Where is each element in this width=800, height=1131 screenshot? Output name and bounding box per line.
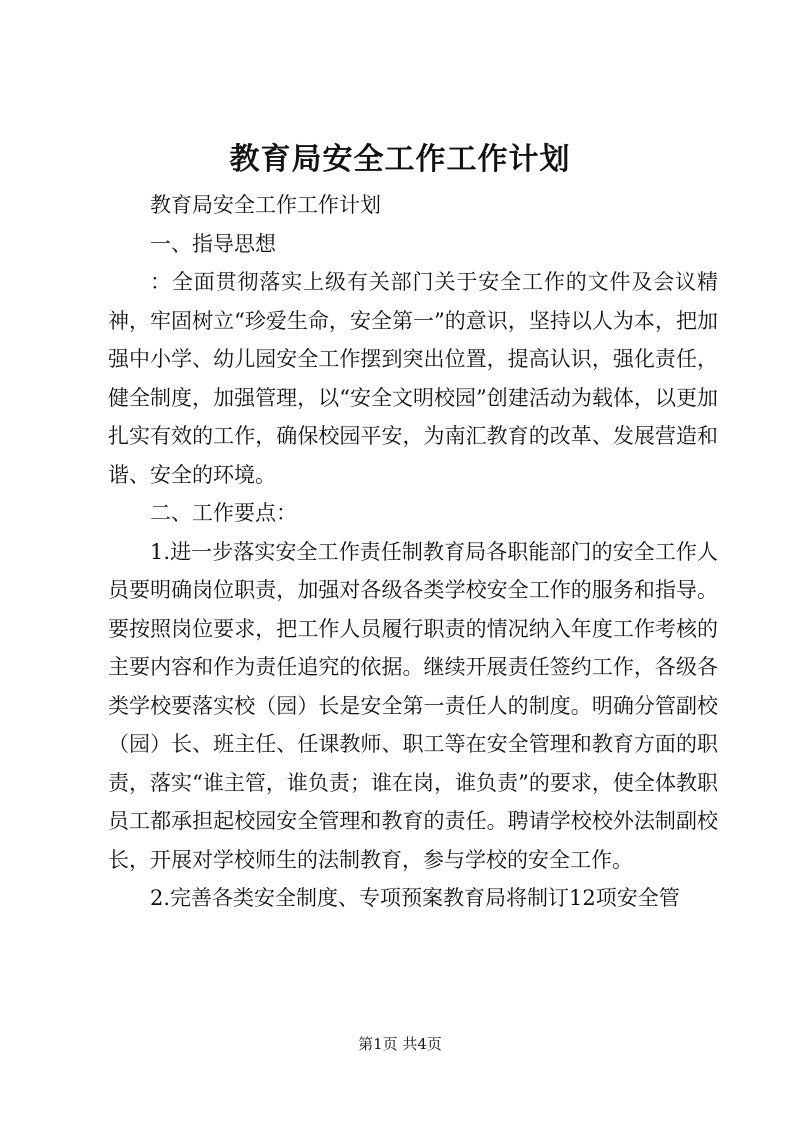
guiding-ideology-paragraph: ：全面贯彻落实上级有关部门关于安全工作的文件及会议精神，牢固树立“珍爱生命，安全第一”的意识，坚持以人为本，把加强中小学、幼儿园安全工作摆到突出位置，提高认识，强化责任，健全制度，加强管理，以“安全文明校园”创建活动为载体，以更加扎实有效的工作，确保校园平安，为南汇教育的改革、发展营造和谐、安全的环境。: [108, 270, 718, 487]
subtitle-paragraph: 教育局安全工作工作计划: [150, 193, 381, 217]
section-heading-work-points: 二、工作要点：: [150, 501, 297, 525]
section-heading-guiding-ideology: 一、指导思想: [150, 231, 276, 256]
work-point-2-paragraph: 2.完善各类安全制度、专项预案教育局将制订12项安全管: [150, 886, 680, 910]
document-title: 教育局安全工作工作计划: [229, 142, 571, 177]
page-footer: 第1页 共4页: [358, 1035, 442, 1053]
work-point-1-paragraph: 1.进一步落实安全工作责任制教育局各职能部门的安全工作人员要明确岗位职责，加强对各级各类学校安全工作的服务和指导。要按照岗位要求，把工作人员履行职责的情况纳入年度工作考核的主要内容和作为责任追究的依据。继续开展责任签约工作，各级各类学校要落实校（园）长是安全第一责任人的制度。明确分管副校（园）长、班主任、任课教师、职工等在安全管理和教育方面的职责，落实“谁主管，谁负责；谁在岗，谁负责”的要求，使全体教职员工都承担起校园安全管理和教育的责任。聘请学校校外法制副校长，开展对学校师生的法制教育，参与学校的安全工作。: [108, 539, 718, 872]
document-body: [108, 186, 718, 918]
